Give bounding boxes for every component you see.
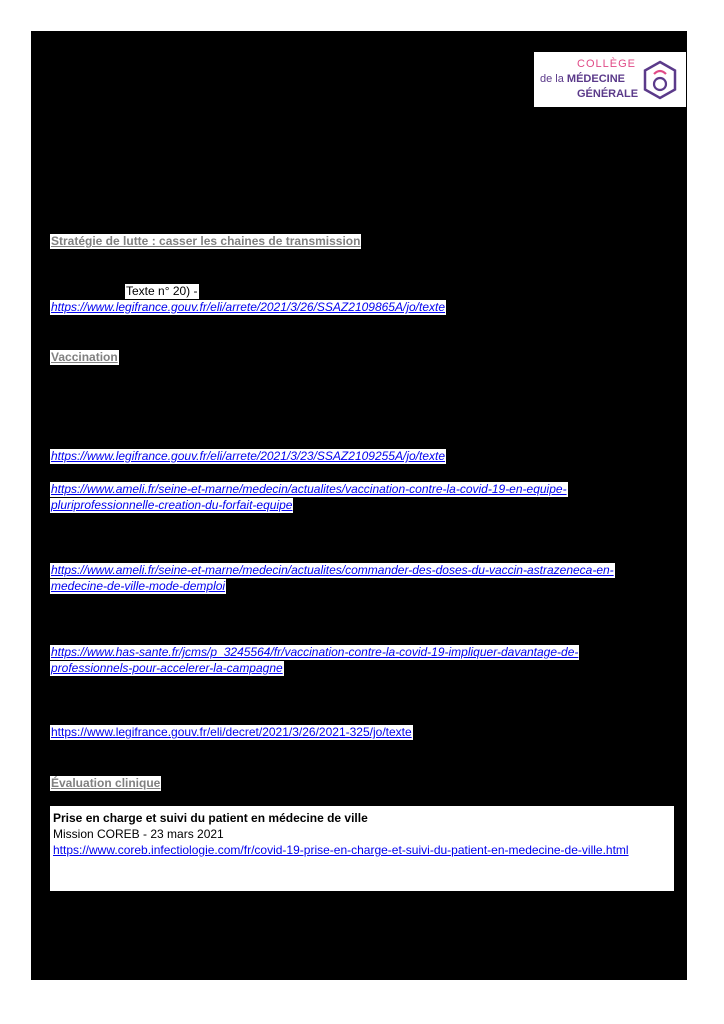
link-legifrance-decret[interactable]: https://www.legifrance.gouv.fr/eli/decret/2021/3/26/2021-325/jo/texte xyxy=(51,725,412,739)
link-coreb[interactable]: https://www.coreb.infectiologie.com/fr/covid-19-prise-en-charge-et-suivi-du-patient-en-medecine-de-ville.html xyxy=(53,843,629,857)
link-legifrance-arrete-0326[interactable]: https://www.legifrance.gouv.fr/eli/arrete/2021/3/26/SSAZ2109865A/jo/texte xyxy=(51,300,446,314)
link-ameli-equipe-line1[interactable]: https://www.ameli.fr/seine-et-marne/medecin/actualites/vaccination-contre-la-covid-19-en-equipe- xyxy=(51,482,567,496)
heading-strategie: Stratégie de lutte : casser les chaines de transmission xyxy=(51,234,361,248)
logo-line2-prefix: de la xyxy=(540,73,564,85)
link-ameli-equipe-line2[interactable]: pluriprofessionnelle-creation-du-forfait-equipe xyxy=(51,498,293,512)
college-medecine-generale-logo xyxy=(534,52,686,107)
logo-line2-bold: MÉDECINE xyxy=(566,73,625,85)
logo-line2 xyxy=(540,73,625,85)
heading-vaccination: Vaccination xyxy=(51,350,118,364)
texte-ref: Texte n° 20) - xyxy=(126,284,198,298)
link-ameli-astrazeneca-line1[interactable]: https://www.ameli.fr/seine-et-marne/medecin/actualites/commander-des-doses-du-vaccin-astrazeneca-en- xyxy=(51,563,614,577)
link-has-sante-line1[interactable]: https://www.has-sante.fr/jcms/p_3245564/fr/vaccination-contre-la-covid-19-impliquer-davantage-de- xyxy=(51,645,579,659)
logo-hexagon-icon xyxy=(642,60,678,100)
evaluation-info-box xyxy=(50,806,674,891)
box-title: Prise en charge et suivi du patient en médecine de ville xyxy=(53,811,368,825)
link-legifrance-arrete-0323[interactable]: https://www.legifrance.gouv.fr/eli/arrete/2021/3/23/SSAZ2109255A/jo/texte xyxy=(51,449,446,463)
heading-evaluation: Évaluation clinique xyxy=(51,776,161,790)
box-subtitle: Mission COREB - 23 mars 2021 xyxy=(53,827,224,841)
link-has-sante-line2[interactable]: professionnels-pour-accelerer-la-campagne xyxy=(51,661,283,675)
link-ameli-astrazeneca-line2[interactable]: medecine-de-ville-mode-demploi xyxy=(51,579,226,593)
logo-line3: GÉNÉRALE xyxy=(577,88,639,100)
logo-line1: COLLÈGE xyxy=(577,58,636,70)
